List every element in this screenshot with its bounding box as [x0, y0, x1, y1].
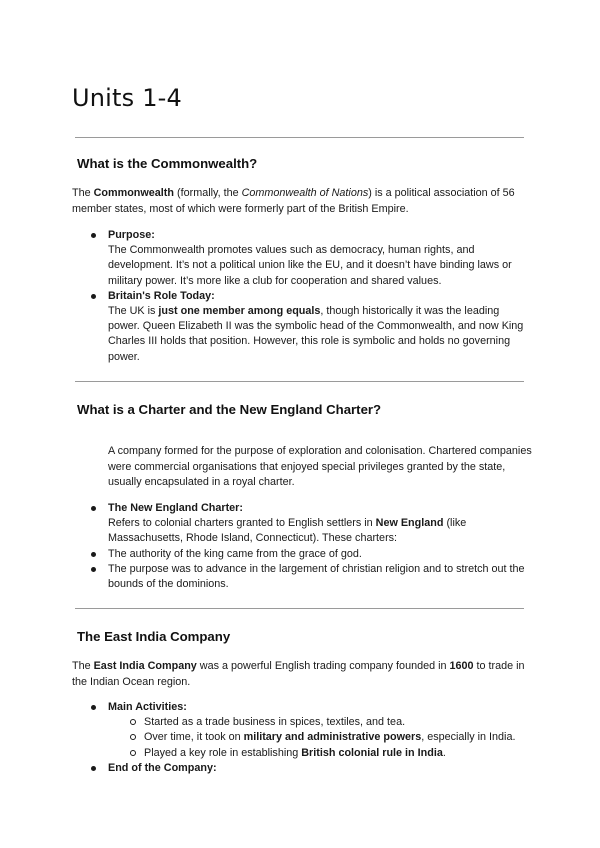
list-item	[90, 562, 532, 592]
bold-term: 1600	[449, 660, 474, 672]
divider	[75, 608, 524, 609]
charter-bullet-list	[90, 501, 532, 592]
list-item	[90, 501, 532, 547]
commonwealth-bullet-list	[90, 228, 532, 365]
bullet-label: The New England Charter:	[108, 502, 243, 514]
bullet-text: The Commonwealth promotes values such as democracy, human rights, and development. It’s not a political union like the EU, and it doesn’t have binding laws or military power. It’s more like a club for cooperation and shared values.	[108, 244, 512, 287]
bullet-text: The purpose was to advance in the largement of christian religion and to stretch out the bounds of the dominions.	[108, 562, 525, 591]
divider	[75, 381, 524, 382]
activities-sublist	[108, 715, 532, 761]
text-run: Over time, it took on	[144, 731, 244, 744]
list-item	[90, 761, 532, 776]
eic-bullet-list	[90, 700, 532, 776]
bullet-label: End of the Company:	[108, 761, 217, 774]
section-heading-commonwealth: What is the Commonwealth?	[77, 156, 258, 171]
text-run: (like Massachusetts, Rhode Island, Connecticut). These charters:	[108, 517, 467, 545]
bold-term: military and administrative powers	[243, 731, 422, 744]
text-run: The	[72, 660, 94, 672]
text-run: Refers to colonial charters granted to English settlers in	[108, 517, 376, 530]
charter-intro: A company formed for the purpose of exploration and colonisation. Chartered companies were commercial organisations that enjoyed special privileges granted by the state, usually encapsulated in a royal charter.	[108, 445, 532, 488]
text-run: was a powerful English trading company founded in	[196, 660, 450, 672]
bullet-label: Purpose:	[108, 229, 155, 241]
text-run: , especially in India.	[421, 731, 516, 744]
text-run: The	[72, 187, 94, 199]
bold-term: New England	[375, 517, 444, 530]
list-item	[90, 547, 532, 562]
text-run: ) is a political association of 56 member states, most of which were formerly part of the British Empire.	[72, 187, 515, 215]
text-run: .	[442, 746, 446, 759]
bullet-label: Britain's Role Today:	[108, 289, 215, 302]
section-heading-east-india-company: The East India Company	[77, 629, 231, 644]
text-run: The UK is	[108, 305, 159, 318]
divider	[75, 137, 524, 138]
bullet-label: Main Activities:	[108, 701, 187, 713]
text-run: , though historically it was the leading power. Queen Elizabeth II was the symbolic head of the Commonwealth, and now King Charles III holds that position. However, this role is symbolic and holds no governing power.	[108, 305, 524, 363]
italic-term: Commonwealth of Nations	[241, 187, 369, 199]
list-item	[90, 228, 532, 289]
text-run: Played a key role in establishing	[144, 746, 302, 759]
bold-term: British colonial rule in India	[301, 746, 443, 759]
text-run: to trade in the Indian Ocean region.	[72, 660, 525, 688]
bold-term: just one member among equals	[158, 305, 321, 318]
bold-term: Commonwealth	[93, 187, 174, 199]
sublist-item	[108, 746, 532, 761]
bullet-text: The authority of the king came from the grace of god.	[108, 547, 362, 560]
commonwealth-intro	[72, 186, 532, 217]
sublist-item	[108, 730, 532, 745]
text-run: (formally, the	[174, 187, 242, 199]
sub-bullet-text: Started as a trade business in spices, textiles, and tea.	[144, 716, 406, 729]
document-title: Units 1-4	[72, 84, 182, 112]
list-item	[90, 700, 532, 761]
bold-term: East India Company	[93, 660, 197, 672]
list-item	[90, 289, 532, 365]
section-heading-charter: What is a Charter and the New England Charter?	[77, 402, 382, 417]
sublist-item	[108, 715, 532, 730]
eic-intro	[72, 659, 532, 690]
